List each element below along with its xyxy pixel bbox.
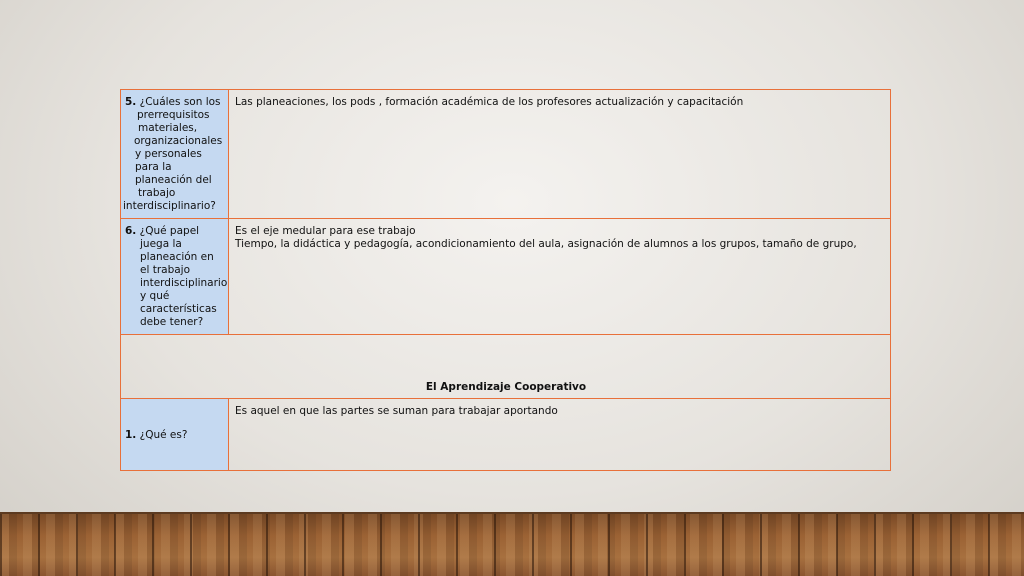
question-line: para la [135,161,172,173]
table-row [121,399,891,471]
question-line: materiales, [138,122,198,134]
question-line: ¿Qué papel [139,225,200,237]
planning-table [120,89,891,471]
question-line: características [140,303,217,315]
question-line: planeación en [140,251,214,263]
question-number: 1. [125,429,137,441]
wood-floor [0,514,1024,576]
question-line: organizacionales [134,135,223,147]
question-line: ¿Cuáles son los [139,96,221,108]
question-number: 5. [125,96,137,108]
question-line: debe tener? [140,316,204,328]
question-line: y personales [135,148,202,160]
table-row [121,90,891,219]
table-row [121,219,891,335]
question-line: planeación del [135,174,212,186]
question-number: 6. [125,225,137,237]
question-line: trabajo [138,187,176,199]
answer-cell [229,219,891,335]
question-line: prerrequisitos [137,109,210,121]
question-line: interdisciplinario? [123,200,216,212]
section-title-cell [121,335,891,399]
question-text: ¿Qué es? [139,429,188,441]
question-line: y qué [140,290,170,302]
answer-line: Las planeaciones, los pods , formación académica de los profesores actualización y capacitación [235,96,744,108]
question-cell [121,219,229,335]
question-line: juega la [140,238,182,250]
table-row [121,335,891,399]
question-line: el trabajo [140,264,191,276]
answer-line: Es el eje medular para ese trabajo [235,225,416,237]
answer-cell [229,399,891,471]
question-cell [121,399,229,471]
question-line: interdisciplinario [140,277,228,289]
question-cell [121,90,229,219]
section-title: El Aprendizaje Cooperativo [425,381,587,393]
answer-line: Es aquel en que las partes se suman para trabajar aportando [235,405,558,417]
answer-line: Tiempo, la didáctica y pedagogía, acondicionamiento del aula, asignación de alumnos a los grupos, tamaño de grupo, [235,238,857,250]
answer-cell [229,90,891,219]
